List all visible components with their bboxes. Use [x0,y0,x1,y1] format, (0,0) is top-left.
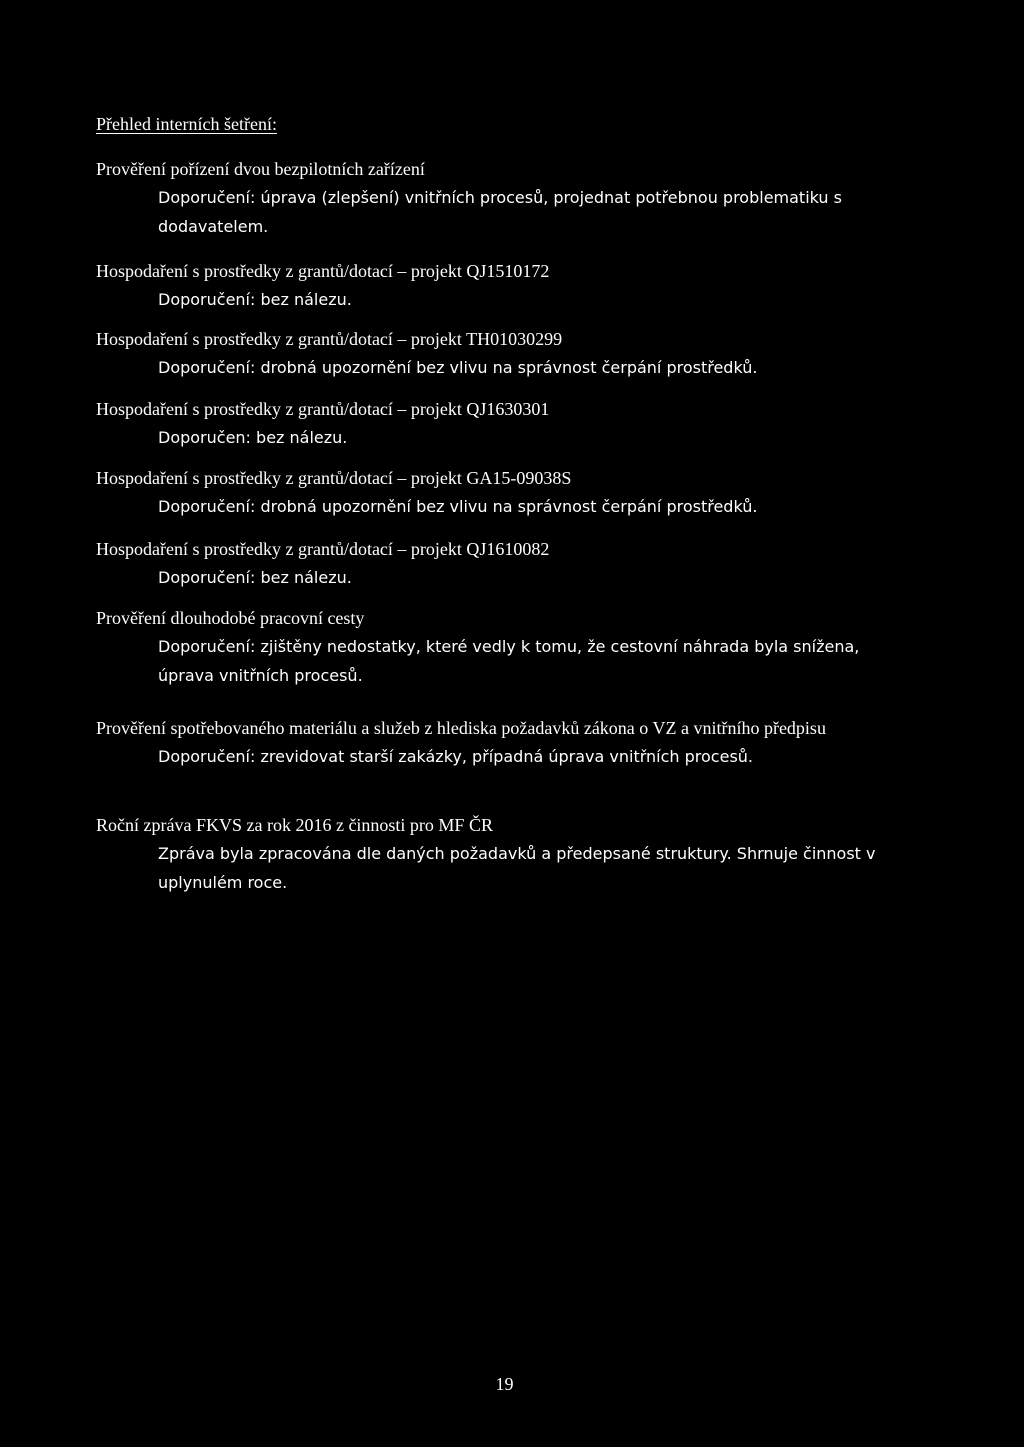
review-item [96,157,916,241]
section-heading: Přehled interních šetření: [96,114,277,134]
review-item [96,716,916,771]
page-number: 19 [495,1374,514,1394]
review-item-recommendation: Doporučení: zjištěny nedostatky, které vedly k tomu, že cestovní náhrada byla snížena, úprava vnitřních procesů. [158,637,860,685]
review-item-title: Hospodaření s prostředky z grantů/dotací – projekt TH01030299 [96,329,563,349]
review-item [96,327,916,382]
review-item-recommendation: Doporučení: úprava (zlepšení) vnitřních procesů, projednat potřebnou problematiku s dodavatelem. [158,188,842,236]
review-item-title: Prověření pořízení dvou bezpilotních zařízení [96,159,425,179]
review-item-recommendation: Doporučení: bez nálezu. [158,290,352,309]
review-item-title: Hospodaření s prostředky z grantů/dotací – projekt GA15-09038S [96,468,572,488]
review-item-recommendation: Doporučení: bez nálezu. [158,568,352,587]
review-item-title: Prověření dlouhodobé pracovní cesty [96,608,365,628]
review-item-recommendation: Doporučení: drobná upozornění bez vlivu na správnost čerpání prostředků. [158,358,758,377]
review-item [96,397,916,452]
review-item-title: Hospodaření s prostředky z grantů/dotací – projekt QJ1630301 [96,399,550,419]
review-item-recommendation: Doporučení: drobná upozornění bez vlivu na správnost čerpání prostředků. [158,497,758,516]
review-item-recommendation: Doporučení: zrevidovat starší zakázky, případná úprava vnitřních procesů. [158,747,753,766]
review-item-title: Prověření spotřebovaného materiálu a služeb z hlediska požadavků zákona o VZ a vnitřního předpisu [96,718,826,738]
review-item [96,606,916,690]
review-item-title: Hospodaření s prostředky z grantů/dotací – projekt QJ1510172 [96,261,550,281]
review-item [96,466,916,521]
review-item-recommendation: Zpráva byla zpracována dle daných požadavků a předepsané struktury. Shrnuje činnost v uplynulém roce. [158,844,876,892]
review-item [96,813,916,897]
review-item-title: Hospodaření s prostředky z grantů/dotací – projekt QJ1610082 [96,539,550,559]
review-item [96,259,916,314]
review-item-title: Roční zpráva FKVS za rok 2016 z činnosti pro MF ČR [96,815,493,835]
review-item [96,537,916,592]
review-item-recommendation: Doporučen: bez nálezu. [158,428,348,447]
